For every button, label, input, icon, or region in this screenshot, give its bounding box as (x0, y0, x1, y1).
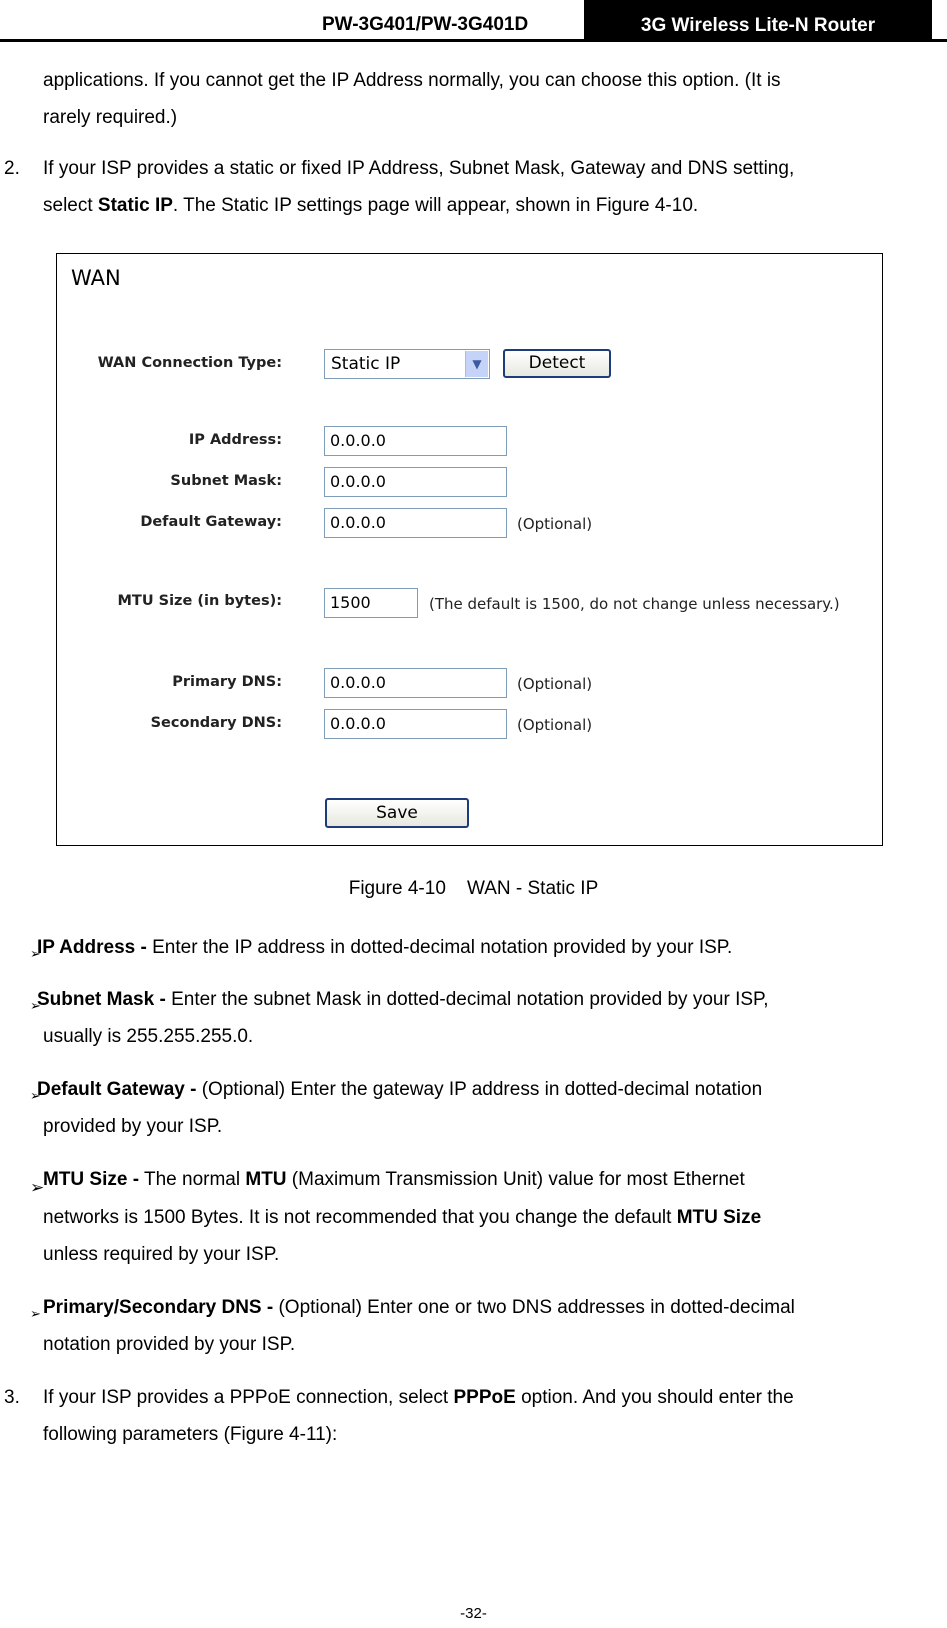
mtu-size-label: MTU Size (in bytes): (117, 593, 282, 609)
chevron-down-icon[interactable]: ▼ (465, 351, 488, 377)
bullet-marker: ➢ (30, 998, 41, 1013)
bullet-default-gateway (37, 1071, 918, 1108)
page-number: -32- (460, 1605, 487, 1622)
step-2-number: 2. (4, 158, 20, 179)
default-gateway-term: Default Gateway - (37, 1079, 197, 1100)
step-2-text-rest: . The Static IP settings page will appear, shown in Figure 4-10. (172, 195, 699, 216)
step-2-line-2 (43, 187, 698, 224)
static-ip-term: Static IP (97, 195, 173, 216)
mtu-term: MTU (245, 1169, 287, 1190)
subnet-mask-label: Subnet Mask: (170, 473, 282, 489)
step-3-line-1 (43, 1379, 794, 1416)
pppoe-term: PPPoE (453, 1387, 516, 1408)
primary-dns-label: Primary DNS: (172, 674, 282, 690)
header-product: 3G Wireless Lite-N Router (584, 0, 932, 40)
bullet-dns (43, 1289, 795, 1326)
step-3-number: 3. (4, 1387, 20, 1408)
default-gateway-input[interactable]: 0.0.0.0 (324, 508, 507, 538)
mtu-size-term-2: MTU Size (676, 1207, 762, 1228)
default-gateway-desc: (Optional) Enter the gateway IP address in dotted-decimal notation (196, 1079, 763, 1100)
wan-static-ip-figure (56, 253, 883, 846)
mtu-note: (The default is 1500, do not change unless necessary.) (429, 595, 840, 613)
bullet-ip-address (37, 929, 732, 966)
ip-address-input[interactable]: 0.0.0.0 (324, 426, 507, 456)
bullet-subnet-mask-line-2: usually is 255.255.255.0. (43, 1026, 254, 1047)
ip-address-term: IP Address - (37, 937, 147, 958)
dns-desc: (Optional) Enter one or two DNS addresses in dotted-decimal (273, 1297, 795, 1318)
step-2-text: select (43, 195, 98, 216)
connection-type-label: WAN Connection Type: (97, 355, 282, 371)
default-gateway-label: Default Gateway: (140, 514, 282, 530)
figure-title: WAN (71, 266, 121, 290)
secondary-dns-label: Secondary DNS: (150, 715, 282, 731)
intro-line-2: rarely required.) (43, 107, 178, 128)
connection-type-value: Static IP (331, 354, 401, 374)
save-button[interactable]: Save (325, 798, 469, 828)
detect-button[interactable]: Detect (503, 349, 611, 378)
bullet-marker: ➢ (30, 1306, 41, 1321)
header-model: PW-3G401/PW-3G401D (322, 14, 529, 35)
bullet-marker: ➢ (30, 946, 41, 961)
dns-term: Primary/Secondary DNS - (43, 1297, 274, 1318)
bullet-subnet-mask (37, 981, 918, 1018)
gateway-optional-note: (Optional) (517, 515, 593, 533)
primary-dns-optional-note: (Optional) (517, 675, 593, 693)
subnet-mask-term: Subnet Mask - (37, 989, 166, 1010)
primary-dns-input[interactable]: 0.0.0.0 (324, 668, 507, 698)
mtu-size-input[interactable]: 1500 (324, 588, 418, 618)
bullet-default-gateway-line-2: provided by your ISP. (43, 1116, 223, 1137)
bullet-mtu-size (43, 1161, 918, 1198)
secondary-dns-input[interactable]: 0.0.0.0 (324, 709, 507, 739)
bullet-mtu-size-line-3: unless required by your ISP. (43, 1244, 280, 1265)
header-rule (0, 39, 947, 42)
subnet-mask-desc: Enter the subnet Mask in dotted-decimal notation provided by your ISP, (165, 989, 769, 1010)
intro-line-1: applications. If you cannot get the IP Address normally, you can choose this option. (It is (43, 70, 781, 91)
ip-address-desc: Enter the IP address in dotted-decimal notation provided by your ISP. (146, 937, 733, 958)
ip-address-label: IP Address: (188, 432, 282, 448)
mtu-desc-3: networks is 1500 Bytes. It is not recommended that you change the default (43, 1207, 677, 1228)
step-2-line-1: If your ISP provides a static or fixed IP Address, Subnet Mask, Gateway and DNS setting, (43, 158, 795, 179)
connection-type-select[interactable] (324, 349, 490, 379)
step-3-text: If your ISP provides a PPPoE connection, select (43, 1387, 454, 1408)
mtu-desc-2: (Maximum Transmission Unit) value for most Ethernet (286, 1169, 745, 1190)
mtu-size-term: MTU Size - (43, 1169, 140, 1190)
secondary-dns-optional-note: (Optional) (517, 716, 593, 734)
bullet-dns-line-2: notation provided by your ISP. (43, 1334, 296, 1355)
subnet-mask-input[interactable]: 0.0.0.0 (324, 467, 507, 497)
mtu-desc-1: The normal (139, 1169, 246, 1190)
figure-caption: Figure 4-10 WAN - Static IP (348, 878, 599, 899)
step-3-text-rest: option. And you should enter the (515, 1387, 794, 1408)
bullet-marker: ➢ (30, 1088, 41, 1103)
step-3-line-2: following parameters (Figure 4-11): (43, 1424, 338, 1445)
bullet-marker: ➢ (30, 1178, 45, 1197)
page-header (0, 0, 947, 42)
bullet-mtu-size-line-2 (43, 1199, 918, 1236)
